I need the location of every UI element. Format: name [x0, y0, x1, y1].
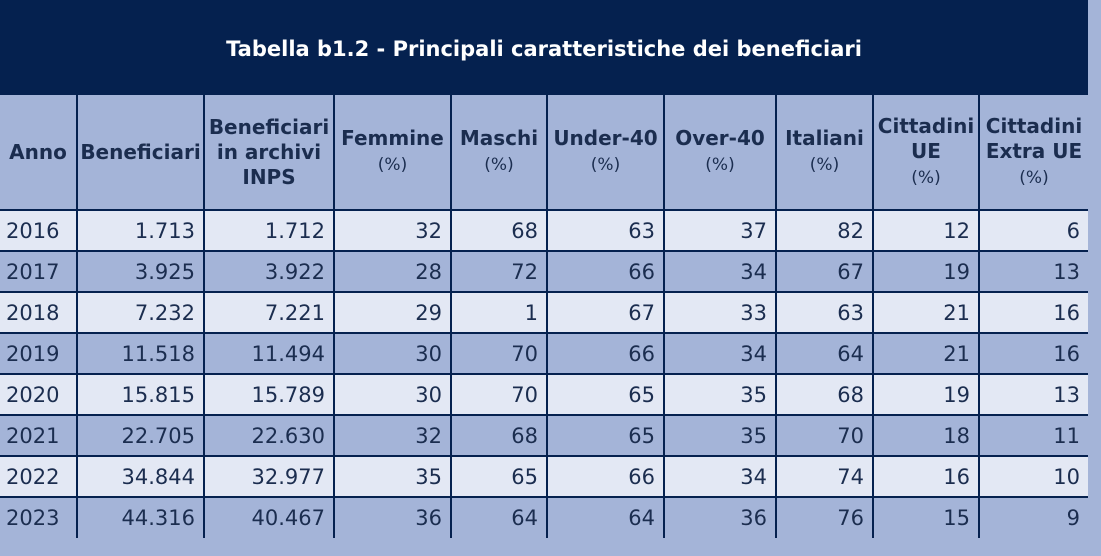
table-title-bar	[0, 0, 1088, 95]
table-cell: 30	[334, 374, 451, 415]
table-cell: 11.494	[204, 333, 334, 374]
column-header-label: Extra UE	[985, 138, 1083, 163]
table-cell: 76	[776, 497, 873, 538]
column-header	[451, 95, 547, 210]
column-header-label: INPS	[242, 164, 296, 189]
table-cell: 32	[334, 415, 451, 456]
table-cell: 15.789	[204, 374, 334, 415]
table-cell: 35	[334, 456, 451, 497]
beneficiaries-table	[0, 95, 1088, 538]
table-cell: 64	[776, 333, 873, 374]
table-cell: 1.712	[204, 210, 334, 251]
column-header	[873, 95, 979, 210]
column-header	[547, 95, 664, 210]
column-unit: (%)	[377, 155, 408, 175]
table-cell: 82	[776, 210, 873, 251]
table-row	[0, 292, 1088, 333]
table-cell: 68	[451, 415, 547, 456]
table-cell: 68	[451, 210, 547, 251]
table-cell: 6	[979, 210, 1088, 251]
table-cell: 63	[547, 210, 664, 251]
table-cell: 66	[547, 251, 664, 292]
column-header-label: Under-40	[553, 126, 658, 150]
table-cell: 7.221	[204, 292, 334, 333]
table-cell: 1.713	[77, 210, 204, 251]
table-cell: 3.922	[204, 251, 334, 292]
table-cell: 15	[873, 497, 979, 538]
table-cell: 16	[979, 292, 1088, 333]
table-cell: 44.316	[77, 497, 204, 538]
table-cell: 35	[664, 415, 776, 456]
year-cell: 2023	[0, 497, 77, 538]
table-row	[0, 374, 1088, 415]
table-cell: 16	[979, 333, 1088, 374]
table-body	[0, 210, 1088, 538]
table-row	[0, 251, 1088, 292]
table-row	[0, 210, 1088, 251]
table-cell: 65	[547, 374, 664, 415]
table-cell: 70	[451, 333, 547, 374]
table-cell: 70	[776, 415, 873, 456]
table-cell: 37	[664, 210, 776, 251]
column-header-label: UE	[911, 138, 941, 163]
table-cell: 70	[451, 374, 547, 415]
table-cell: 19	[873, 251, 979, 292]
column-unit: (%)	[809, 155, 840, 175]
table-cell: 65	[451, 456, 547, 497]
year-cell: 2016	[0, 210, 77, 251]
header-row	[0, 95, 1088, 210]
column-header	[334, 95, 451, 210]
column-unit: (%)	[911, 167, 941, 188]
table-cell: 64	[451, 497, 547, 538]
table-cell: 33	[664, 292, 776, 333]
table-cell: 67	[547, 292, 664, 333]
year-cell: 2020	[0, 374, 77, 415]
column-header-label: Beneficiari	[80, 139, 201, 164]
table-cell: 3.925	[77, 251, 204, 292]
table-cell: 36	[334, 497, 451, 538]
table-cell: 30	[334, 333, 451, 374]
table-cell: 32.977	[204, 456, 334, 497]
table-cell: 72	[451, 251, 547, 292]
table-row	[0, 497, 1088, 538]
table-cell: 36	[664, 497, 776, 538]
column-header-label: Femmine	[341, 126, 444, 150]
column-header	[776, 95, 873, 210]
table-cell: 74	[776, 456, 873, 497]
table-cell: 64	[547, 497, 664, 538]
table-cell: 40.467	[204, 497, 334, 538]
table-row	[0, 415, 1088, 456]
table-cell: 13	[979, 251, 1088, 292]
table-cell: 15.815	[77, 374, 204, 415]
table-cell: 9	[979, 497, 1088, 538]
year-cell: 2022	[0, 456, 77, 497]
table-cell: 13	[979, 374, 1088, 415]
column-unit: (%)	[484, 155, 514, 175]
column-header	[664, 95, 776, 210]
table-cell: 63	[776, 292, 873, 333]
table-cell: 68	[776, 374, 873, 415]
table-cell: 10	[979, 456, 1088, 497]
table-cell: 18	[873, 415, 979, 456]
column-header-label: Cittadini	[877, 113, 975, 138]
column-unit: (%)	[705, 155, 735, 175]
table-cell: 66	[547, 333, 664, 374]
table-cell: 29	[334, 292, 451, 333]
column-unit: (%)	[1019, 167, 1049, 188]
table-cell: 22.705	[77, 415, 204, 456]
table-cell: 34	[664, 456, 776, 497]
year-cell: 2019	[0, 333, 77, 374]
table-cell: 21	[873, 292, 979, 333]
table-cell: 7.232	[77, 292, 204, 333]
year-cell: 2018	[0, 292, 77, 333]
table-cell: 12	[873, 210, 979, 251]
table-cell: 11	[979, 415, 1088, 456]
table-cell: 28	[334, 251, 451, 292]
column-header-label: in archivi	[216, 139, 322, 164]
column-header	[77, 95, 204, 210]
table-cell: 34.844	[77, 456, 204, 497]
column-header-label: Over-40	[675, 126, 765, 150]
column-header-label: Maschi	[459, 126, 539, 150]
column-header-label: Anno	[9, 139, 67, 164]
column-header	[979, 95, 1088, 210]
table-cell: 34	[664, 251, 776, 292]
column-header-label: Cittadini	[985, 113, 1083, 138]
table-cell: 67	[776, 251, 873, 292]
table-title: Tabella b1.2 - Principali caratteristiche dei beneficiari	[226, 36, 862, 61]
table-cell: 1	[451, 292, 547, 333]
year-cell: 2017	[0, 251, 77, 292]
table-cell: 21	[873, 333, 979, 374]
table-cell: 22.630	[204, 415, 334, 456]
table-cell: 11.518	[77, 333, 204, 374]
table-cell: 16	[873, 456, 979, 497]
column-unit: (%)	[590, 155, 621, 175]
column-header	[0, 95, 77, 210]
table-cell: 19	[873, 374, 979, 415]
table-cell: 66	[547, 456, 664, 497]
table-cell: 65	[547, 415, 664, 456]
table-cell: 34	[664, 333, 776, 374]
year-cell: 2021	[0, 415, 77, 456]
table-row	[0, 333, 1088, 374]
table-cell: 35	[664, 374, 776, 415]
column-header-label: Italiani	[785, 126, 864, 150]
column-header-label: Beneficiari	[208, 114, 330, 139]
column-header	[204, 95, 334, 210]
table-row	[0, 456, 1088, 497]
table-cell: 32	[334, 210, 451, 251]
